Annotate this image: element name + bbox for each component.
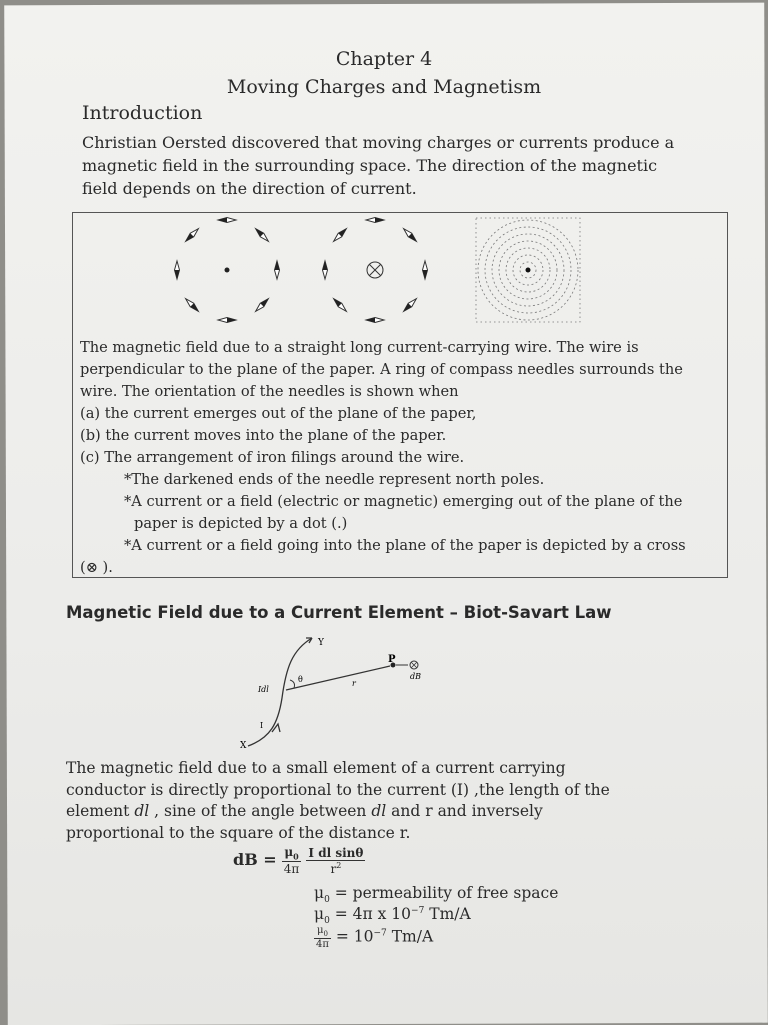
ratio-value	[314, 925, 433, 950]
current-out-dot-icon	[225, 268, 230, 273]
paragraph-line	[66, 801, 726, 823]
unit-text: Tm/A	[424, 905, 471, 923]
caption-line: wire. The orientation of the needles is shown when	[80, 383, 459, 400]
text-span: element	[66, 802, 135, 820]
caption-line: perpendicular to the plane of the paper. A ring of compass needles surrounds the	[80, 361, 683, 378]
subscript: 0	[323, 930, 328, 938]
biot-savart-paragraph	[66, 758, 726, 844]
definition-text: = permeability of free space	[329, 884, 559, 902]
wire-dot-icon	[526, 268, 531, 273]
eq-lhs: dB =	[233, 850, 277, 870]
value-text: = 10	[330, 927, 374, 946]
label-y: Y	[318, 638, 324, 648]
mu-symbol: μ	[284, 845, 294, 859]
iron-filings-pattern	[476, 218, 580, 322]
caption-note: *A current or a field (electric or magnetic) emerging out of the plane of the	[124, 493, 683, 510]
caption-item-c: (c) The arrangement of iron filings around the wire.	[80, 449, 465, 466]
compass-ring-a	[175, 218, 280, 323]
text-span: , sine of the angle between	[149, 802, 372, 820]
intro-line: field depends on the direction of current.	[82, 179, 417, 198]
biot-savart-equation	[233, 845, 365, 876]
label-i: I	[260, 721, 264, 730]
denominator: 4π	[283, 862, 300, 877]
caption-note: *The darkened ends of the needle represent north poles.	[124, 471, 545, 488]
mu-symbol: μ	[316, 925, 324, 936]
mu-value	[314, 905, 471, 926]
chapter-subject: Moving Charges and Magnetism	[226, 76, 542, 98]
subscript: 0	[324, 895, 330, 906]
intro-paragraph	[82, 131, 722, 200]
r-symbol: r	[330, 861, 337, 876]
superscript: 2	[336, 860, 342, 870]
biot-savart-diagram	[230, 628, 440, 752]
paragraph-line: The magnetic field due to a small element of a current carrying	[66, 759, 566, 777]
intro-line: magnetic field in the surrounding space. The direction of the magnetic	[82, 156, 658, 175]
caption-item-a: (a) the current emerges out of the plane of the paper,	[80, 405, 477, 422]
label-r: r	[352, 679, 356, 688]
eq-fraction-2	[306, 846, 365, 876]
caption-note: (⊗ ).	[80, 559, 113, 576]
dl-symbol: dl	[371, 802, 387, 820]
label-idl: Idl	[258, 685, 269, 694]
unit-text: Tm/A	[386, 927, 434, 946]
exponent: −7	[373, 928, 387, 939]
subscript: 0	[324, 916, 330, 927]
caption-note: paper is depicted by a dot (.)	[134, 515, 348, 532]
exponent: −7	[411, 905, 425, 916]
label-p: P	[388, 654, 396, 665]
compass-ring-b	[323, 218, 428, 323]
intro-heading: Introduction	[82, 102, 203, 124]
mu-symbol: μ	[314, 905, 325, 923]
denominator: 4π	[316, 939, 329, 950]
caption-note: *A current or a field going into the plane of the paper is depicted by a cross	[124, 537, 686, 554]
denominator	[306, 861, 365, 876]
caption-line: The magnetic field due to a straight long current-carrying wire. The wire is	[80, 339, 639, 356]
numerator-text: I dl sinθ	[308, 845, 364, 860]
ratio-fraction	[314, 925, 331, 950]
mu-definition	[314, 884, 558, 905]
numerator	[306, 846, 365, 861]
figure-caption	[80, 337, 716, 579]
value-text: = 4π x 10	[329, 905, 412, 923]
intro-line: Christian Oersted discovered that moving charges or currents produce a	[82, 133, 675, 152]
text-span: and r and inversely	[386, 802, 543, 820]
eq-fraction	[282, 845, 302, 876]
label-x: X	[240, 741, 247, 751]
label-db: dB	[410, 672, 421, 681]
compass-needles-figure	[150, 210, 600, 336]
chapter-title: Chapter 4	[335, 48, 433, 70]
mu-symbol: μ	[314, 884, 325, 902]
paragraph-line: conductor is directly proportional to the current (I) ,the length of the	[66, 780, 610, 799]
dl-symbol: dl	[134, 802, 150, 820]
label-theta: θ	[298, 675, 303, 684]
subscript: 0	[293, 851, 299, 862]
section-heading: Magnetic Field due to a Current Element – Biot-Savart Law	[66, 603, 612, 622]
caption-item-b: (b) the current moves into the plane of the paper.	[80, 427, 447, 444]
paragraph-line: proportional to the square of the distance r.	[66, 823, 411, 842]
